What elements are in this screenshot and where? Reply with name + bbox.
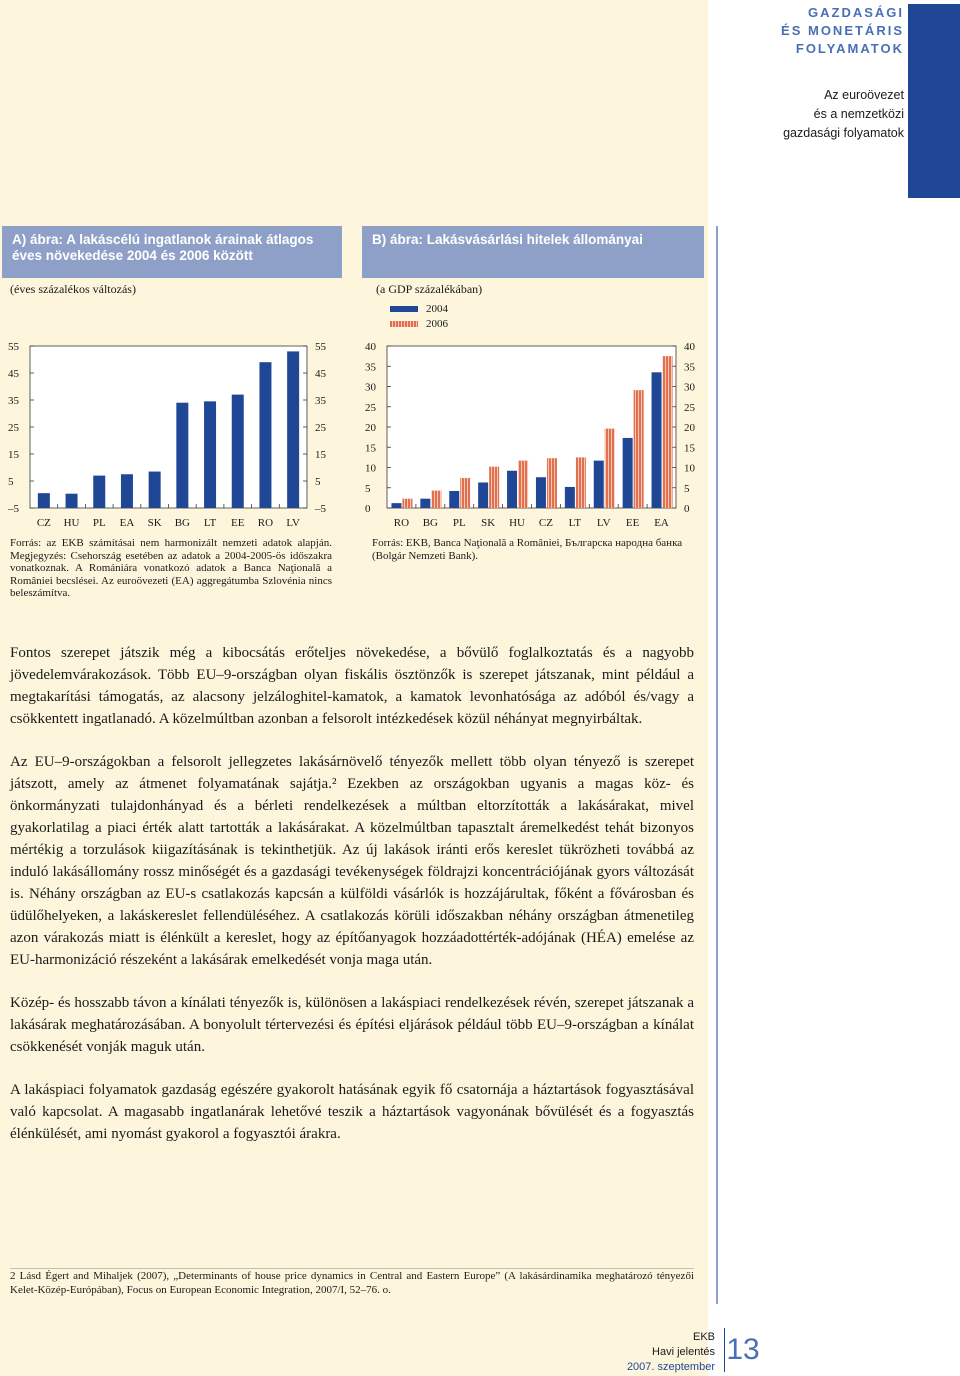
paragraph: Közép- és hosszabb távon a kínálati tényezők is, különösen a lakáspiaci rendelkezések révén, szerepet játszanak a lakásárak meghatározásában. A bonyolult tértervezési és építési eljárások például több EU–9-országban a kínálat csökkenését vonják maguk után. <box>10 995 694 1055</box>
y-tick-label-left: –5 <box>8 503 19 515</box>
footer-publication: Havi jelentés <box>652 1346 715 1358</box>
x-tick-label: RO <box>257 517 274 529</box>
figure-a-title <box>2 226 342 278</box>
y-tick-label-right: 20 <box>684 422 695 434</box>
y-tick-label-left: 5 <box>365 482 371 495</box>
bar <box>93 476 105 508</box>
section-marker <box>908 4 960 198</box>
x-tick-label: BG <box>174 517 190 529</box>
body-text <box>10 642 694 1166</box>
legend-label-2006: 2006 <box>426 317 448 330</box>
x-tick-label: BG <box>422 517 438 529</box>
bar-2004 <box>594 461 604 508</box>
x-tick-label: RO <box>393 517 410 529</box>
y-tick-label-right: –5 <box>315 503 326 515</box>
legend-label-2004: 2004 <box>426 302 448 315</box>
bar-2004 <box>536 477 546 508</box>
legend-item-2006 <box>390 316 448 331</box>
bar-2004 <box>478 482 488 508</box>
bar-2004 <box>391 503 401 508</box>
x-tick-label: CZ <box>538 517 553 529</box>
paragraph: Az EU–9-országokban a felsorolt jellegzetes lakásárnövelő tényezők mellett több olyan tényező is szerepet játszott, amely az átmenet folyamatának sajátja.² Ezekben az országokban ugyanis a magas köz- és önkormányzati tulajdonhányad és a bérleti rendelkezések a múltban eltorzították a lakásárakat, mivel gyakorlatilag a piaci érték alatt tartották a lakásárakat. A közelmúltban tapasztalt áremelkedést tehát bizonyos mértékig a torzulások kiigazításának is tekinthetjük. Az új lakások iránti erős kereslet tükrözheti továbbá az induló lakásállomány rossz minőségét és a gazdasági tevékenységek földrajzi koncentrációjának gyors változását is. Néhány országban az EU-s csatlakozás kapcsán a külföldi vásárlók is hozzájárultak, főként a fővárosban és üdülőhelyeken, a lakáskereslet fellendüléséhez. A csatlakozás körüli időszakban néhány országban átmenetileg azon várakozás miatt is élénkült a kereslet, hogy az építőanyagok hozzáadottérték-adójának (HÉA) emelése az EU-harmonizáció részeként a lakásárak emelkedését vonja maga után. <box>10 754 694 968</box>
bar-2006 <box>489 467 499 508</box>
y-tick-label-right: 40 <box>684 341 695 353</box>
x-tick-label: EE <box>231 517 245 529</box>
legend-swatch-2004 <box>390 306 418 312</box>
y-tick-label-right: 35 <box>315 395 326 407</box>
bar <box>176 403 188 508</box>
y-tick-label-left: 10 <box>365 462 376 475</box>
x-tick-label: EE <box>625 517 640 529</box>
paragraph: A lakáspiaci folyamatok gazdaság egészére gyakorolt hatásának egyik fő csatornája a háztartások fogyasztásával való kapcsolat. A magasabb ingatlanárak lehetővé teszik a háztartások vagyonának bővülését és a fogyasztás élénkülését, ami nyomást gyakorol a fogyasztói árakra. <box>10 1082 694 1142</box>
page-number: 13 <box>724 1328 761 1372</box>
bar <box>232 395 244 508</box>
y-tick-label-right: 45 <box>315 368 326 380</box>
y-tick-label-left: 15 <box>8 449 19 461</box>
y-tick-label-left: 25 <box>365 401 376 414</box>
bar-2004 <box>565 487 575 508</box>
bar-2004 <box>623 438 633 508</box>
page-footer <box>627 1330 715 1375</box>
legend-swatch-2006 <box>390 321 418 327</box>
y-tick-label-right: 15 <box>315 449 326 461</box>
chart-b <box>360 330 705 530</box>
y-tick-label-right: 55 <box>315 341 326 353</box>
subsection-title-line: gazdasági folyamatok <box>783 126 904 140</box>
bar-2004 <box>652 372 662 508</box>
bar <box>204 401 216 508</box>
y-tick-label-left: 15 <box>365 442 376 455</box>
bar <box>149 472 161 508</box>
x-tick-label: HU <box>63 517 80 529</box>
y-tick-label-right: 5 <box>684 482 690 495</box>
y-tick-label-right: 25 <box>315 422 326 434</box>
figure-a-unit: (éves százalékos változás) <box>10 282 136 296</box>
bar <box>121 474 133 508</box>
figure-a-note: Forrás: az EKB számításai nem harmonizált nemzeti adatok alapján. Megjegyzés: Csehország esetében az adatok a 2004-2005-ös időszakra vonatkoznak. A Romániára vonatkozó adatok a Banca Naţională a României becslései. Az euroövezeti (EA) aggregátumba Szlovénia nincs beleszámítva. <box>10 537 332 599</box>
paragraph: Fontos szerepet játszik még a kibocsátás erőteljes növekedése, a bővülő foglalkoztatás és a nagyobb jövedelemvárakozások. Több EU–9-országban olyan fiskális ösztönzők is szerepet játszanak, mint például a megtakarítási támogatás, az alacsony jelzáloghitel-kamatok, a kamatok levonhatósága az adóból és/vagy a csökkentett ingatlanadó. A közelmúltban azonban a felsorolt intézkedések közül néhányat megnyirbáltak. <box>10 645 694 727</box>
figure-a-title-line: A) ábra: A lakáscélú ingatlanok árainak átlagos <box>12 232 314 247</box>
x-tick-label: LV <box>596 517 611 529</box>
bar <box>66 494 78 508</box>
section-title <box>781 4 904 58</box>
bar-2006 <box>518 461 528 508</box>
x-tick-label: SK <box>147 517 162 529</box>
bar-2006 <box>663 356 673 508</box>
bar-2006 <box>547 458 557 508</box>
y-tick-label-right: 30 <box>684 381 695 394</box>
y-tick-label-right: 15 <box>684 442 695 455</box>
x-tick-label: EA <box>119 517 135 529</box>
bar-2004 <box>507 471 517 508</box>
x-tick-label: HU <box>509 517 525 529</box>
bar-2006 <box>431 491 441 508</box>
x-tick-label: EA <box>654 517 669 529</box>
column-divider <box>716 226 718 1304</box>
figure-a-title-line: éves növekedése 2004 és 2006 között <box>12 248 253 263</box>
bar-2004 <box>449 491 459 508</box>
section-title-line: FOLYAMATOK <box>795 41 904 56</box>
bar-2006 <box>460 478 470 508</box>
subsection-title-line: és a nemzetközi <box>813 107 904 121</box>
x-tick-label: CZ <box>36 517 51 529</box>
figure-b-unit: (a GDP százalékában) <box>376 282 483 296</box>
y-tick-label-left: 35 <box>8 395 19 407</box>
bar-2004 <box>420 499 430 508</box>
chart-a <box>0 330 345 530</box>
x-tick-label: PL <box>452 517 466 529</box>
x-tick-label: SK <box>481 517 496 529</box>
y-tick-label-left: 25 <box>8 422 19 434</box>
y-tick-label-left: 30 <box>365 381 376 394</box>
y-tick-label-left: 0 <box>365 503 371 515</box>
figure-b-legend <box>390 301 448 331</box>
bar-2006 <box>402 499 412 508</box>
y-tick-label-right: 25 <box>684 401 695 414</box>
footer-date: 2007. szeptember <box>626 1361 715 1373</box>
bar-2006 <box>605 429 615 508</box>
section-title-line: GAZDASÁGI <box>808 5 904 20</box>
y-tick-label-right: 35 <box>684 361 695 374</box>
x-tick-label: LV <box>286 517 300 529</box>
figure-b-note: Forrás: EKB, Banca Naţională a României, Българска народна банка (Bolgár Nemzeti Bank). <box>372 537 683 562</box>
x-tick-label: LT <box>568 517 582 529</box>
figure-b-title: B) ábra: Lakásvásárlási hitelek állományai <box>362 226 704 278</box>
bar-2006 <box>576 457 586 508</box>
y-tick-label-left: 5 <box>8 476 14 488</box>
y-tick-label-right: 5 <box>315 476 321 488</box>
bar <box>259 362 271 508</box>
bar <box>287 351 299 508</box>
legend-item-2004 <box>390 301 448 316</box>
footer-publisher: EKB <box>692 1331 715 1343</box>
bar-2006 <box>634 390 644 508</box>
subsection-title <box>783 86 904 143</box>
subsection-title-line: Az euroövezet <box>824 88 904 102</box>
x-tick-label: PL <box>92 517 106 529</box>
y-tick-label-left: 35 <box>365 361 376 374</box>
y-tick-label-left: 55 <box>8 341 19 353</box>
plot-area <box>387 346 676 508</box>
y-tick-label-right: 0 <box>684 503 690 515</box>
footnote: 2 Lásd Égert and Mihaljek (2007), „Determinants of house price dynamics in Central and Eastern Europe” (A lakásárdinamika meghatározó tényezői Kelet-Közép-Európában), Focus on European Economic Integration, 2007/I, 52–76. o. <box>10 1270 694 1296</box>
y-tick-label-left: 45 <box>8 368 19 380</box>
y-tick-label-left: 20 <box>365 422 376 434</box>
section-title-line: ÉS MONETÁRIS <box>781 23 904 38</box>
x-tick-label: LT <box>203 517 217 529</box>
y-tick-label-right: 10 <box>684 462 695 475</box>
y-tick-label-left: 40 <box>365 341 376 353</box>
bar <box>38 493 50 508</box>
